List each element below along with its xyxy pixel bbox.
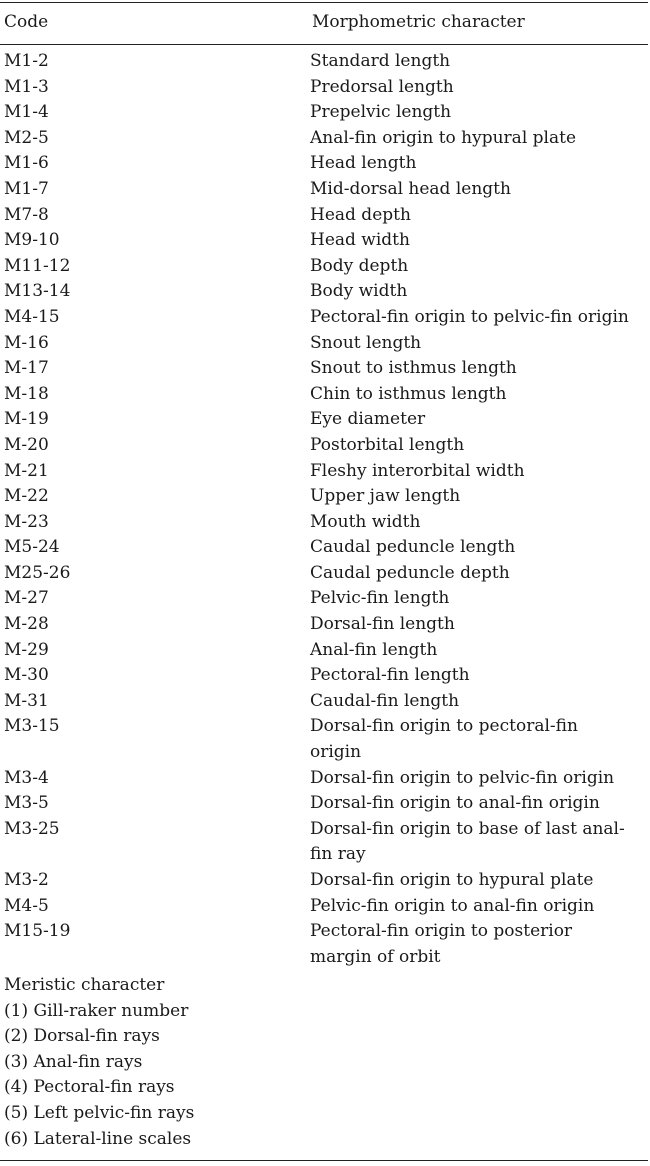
- table-row: [0, 75, 648, 101]
- row-code: M-29: [4, 639, 49, 660]
- row-code: M-22: [4, 486, 49, 507]
- row-morphometric-character: Eye diameter: [310, 409, 426, 430]
- meristic-item: (6) Lateral-line scales: [4, 1128, 192, 1149]
- table-top-rule: [0, 2, 648, 3]
- table-row: [0, 510, 648, 536]
- row-morphometric-character: Head depth: [310, 204, 411, 225]
- table-row: [0, 203, 648, 229]
- row-morphometric-character: Predorsal length: [310, 76, 454, 97]
- table-row: [0, 151, 648, 177]
- row-morphometric-character: Pectoral-fin length: [310, 665, 470, 686]
- row-code: M15-19: [4, 921, 71, 942]
- row-code: M-21: [4, 460, 49, 481]
- table-row: [0, 382, 648, 408]
- meristic-item: (2) Dorsal-fin rays: [4, 1026, 160, 1047]
- header-morphometric-character: Morphometric character: [312, 12, 525, 32]
- row-morphometric-character: Dorsal-fin origin to pelvic-fin origin: [310, 767, 615, 788]
- meristic-item: (4) Pectoral-fin rays: [4, 1077, 175, 1098]
- table-row: [0, 817, 648, 868]
- table-row: [0, 535, 648, 561]
- row-code: M-19: [4, 409, 49, 430]
- row-morphometric-character: Pectoral-fin origin to pelvic-fin origin: [310, 306, 629, 327]
- row-code: M4-15: [4, 306, 60, 327]
- row-morphometric-character: Standard length: [310, 51, 451, 71]
- row-code: M3-4: [4, 767, 49, 788]
- row-code: M-17: [4, 358, 49, 379]
- meristic-section: [4, 973, 404, 1152]
- row-morphometric-character: Pelvic-fin length: [310, 588, 450, 609]
- table-row: [0, 126, 648, 152]
- table-row: [0, 228, 648, 254]
- table-row: [0, 49, 648, 75]
- row-code: M5-24: [4, 537, 60, 558]
- row-code: M1-3: [4, 76, 49, 97]
- table-row: [0, 459, 648, 485]
- row-morphometric-character: Upper jaw length: [310, 486, 461, 507]
- table-row: [0, 919, 648, 970]
- row-morphometric-character: Body depth: [310, 255, 409, 276]
- row-morphometric-character: Anal-fin length: [310, 639, 438, 660]
- table-row: [0, 586, 648, 612]
- row-morphometric-character: Dorsal-fin origin to base of last anal-fin ray: [310, 818, 625, 865]
- table-row: [0, 305, 648, 331]
- row-morphometric-character: Caudal peduncle length: [310, 537, 516, 558]
- row-code: M13-14: [4, 281, 71, 302]
- table-row: [0, 612, 648, 638]
- row-morphometric-character: Snout to isthmus length: [310, 358, 517, 379]
- table-row: [0, 561, 648, 587]
- row-morphometric-character: Caudal peduncle depth: [310, 562, 510, 583]
- table-row: [0, 638, 648, 664]
- table-header: [0, 10, 648, 36]
- row-code: M7-8: [4, 204, 49, 225]
- table-row: [0, 484, 648, 510]
- row-morphometric-character: Fleshy interorbital width: [310, 460, 525, 481]
- table-row: [0, 791, 648, 817]
- table-row: [0, 356, 648, 382]
- table-header-rule: [0, 44, 648, 45]
- row-code: M-16: [4, 332, 49, 353]
- row-morphometric-character: Dorsal-fin origin to anal-fin origin: [310, 793, 600, 814]
- meristic-title: Meristic character: [4, 975, 165, 995]
- table-row: [0, 433, 648, 459]
- table-row: [0, 663, 648, 689]
- table-row: [0, 100, 648, 126]
- table-row: [0, 689, 648, 715]
- row-code: M-18: [4, 383, 49, 404]
- row-code: M3-15: [4, 716, 60, 737]
- row-code: M3-5: [4, 793, 49, 814]
- row-code: M11-12: [4, 255, 71, 276]
- row-morphometric-character: Pelvic-fin origin to anal-fin origin: [310, 895, 595, 916]
- table-row: [0, 279, 648, 305]
- meristic-item: (5) Left pelvic-fin rays: [4, 1102, 195, 1123]
- table-row: [0, 331, 648, 357]
- table-row: [0, 254, 648, 280]
- row-code: M25-26: [4, 562, 71, 583]
- table-row: [0, 868, 648, 894]
- row-morphometric-character: Mid-dorsal head length: [310, 178, 511, 199]
- row-morphometric-character: Postorbital length: [310, 434, 465, 455]
- row-morphometric-character: Snout length: [310, 332, 422, 353]
- table-row: [0, 714, 648, 765]
- row-code: M-30: [4, 665, 49, 686]
- row-code: M-31: [4, 690, 49, 711]
- row-morphometric-character: Pectoral-fin origin to posterior margin of orbit: [310, 921, 573, 967]
- row-code: M1-7: [4, 178, 49, 199]
- row-morphometric-character: Anal-fin origin to hypural plate: [310, 127, 577, 148]
- row-code: M-23: [4, 511, 49, 532]
- table-row: [0, 894, 648, 920]
- row-morphometric-character: Prepelvic length: [310, 102, 452, 123]
- table-row: [0, 177, 648, 203]
- row-morphometric-character: Chin to isthmus length: [310, 383, 507, 404]
- meristic-item: (3) Anal-fin rays: [4, 1051, 143, 1072]
- row-code: M3-2: [4, 870, 49, 890]
- row-morphometric-character: Head width: [310, 230, 410, 251]
- table-bottom-rule: [0, 1160, 648, 1161]
- row-code: M1-6: [4, 153, 49, 174]
- row-code: M1-2: [4, 51, 49, 71]
- row-code: M1-4: [4, 102, 49, 123]
- row-morphometric-character: Dorsal-fin length: [310, 614, 455, 635]
- row-code: M2-5: [4, 127, 49, 148]
- table-row: [0, 407, 648, 433]
- row-code: M-27: [4, 588, 49, 609]
- row-code: M9-10: [4, 230, 60, 251]
- row-morphometric-character: Dorsal-fin origin to pectoral-fin origin: [310, 716, 578, 763]
- row-code: M4-5: [4, 895, 49, 916]
- row-morphometric-character: Caudal-fin length: [310, 690, 460, 711]
- row-code: M-28: [4, 614, 49, 635]
- row-morphometric-character: Head length: [310, 153, 417, 174]
- row-morphometric-character: Dorsal-fin origin to hypural plate: [310, 870, 594, 890]
- row-code: M3-25: [4, 818, 60, 839]
- table-row: [0, 766, 648, 792]
- header-code: Code: [4, 12, 49, 32]
- table-body: [0, 49, 648, 970]
- row-morphometric-character: Body width: [310, 281, 408, 302]
- meristic-item: (1) Gill-raker number: [4, 1000, 189, 1021]
- row-code: M-20: [4, 434, 49, 455]
- row-morphometric-character: Mouth width: [310, 511, 421, 532]
